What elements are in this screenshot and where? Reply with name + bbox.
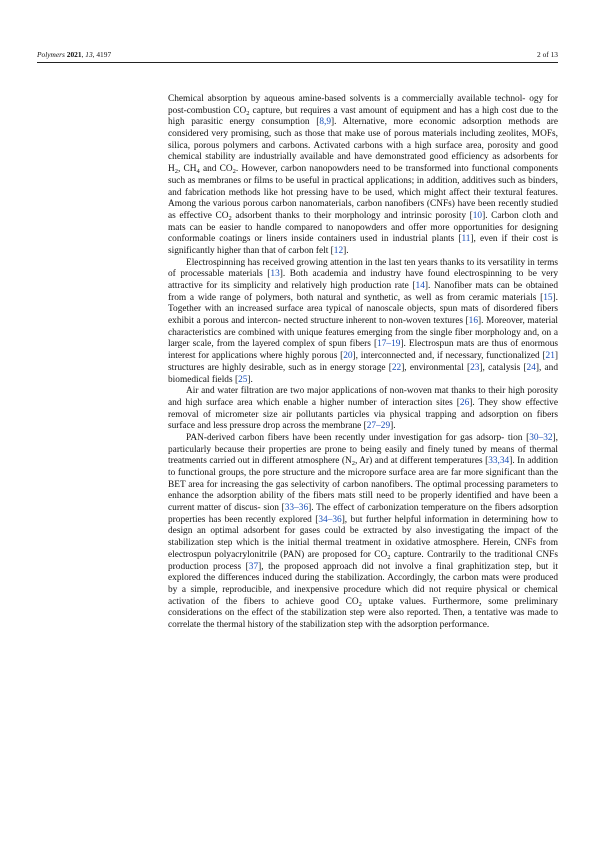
text-run: ]. Carbon cloth and mats can be easier to handle compared to nanopowders and offer more opportunities for designing conformable coatings or liners inside containers used in industrial plants [ bbox=[168, 210, 558, 245]
text-run: uptake values. Furthermore, some preliminary considerations on the effect of the stabilization step were also reported. Then, a tentative was made to correlate the thermal history of the stabilization step with the adsorption performance. bbox=[168, 596, 558, 630]
subscript: 2 bbox=[174, 168, 178, 176]
text-run: . However, carbon nanopowders need to be transformed into functional components such as membranes or films to be useful in practical applications; in addition, additives such as binders, and fabrication methods like hot pressing have to be used, which might affect their textural features. Among the various porous carbon nanomaterials, carbon nanofibers (CNFs) have been recently studied as effective CO bbox=[168, 164, 558, 221]
text-run: ], and biomedical fields [ bbox=[168, 362, 559, 385]
citation-link[interactable]: 17–19 bbox=[377, 339, 401, 350]
subscript: 2 bbox=[232, 168, 236, 176]
citation-link[interactable]: 14 bbox=[415, 281, 425, 291]
text-run: ]. Electrospun mats are thus of enormous interest for applications where highly porous [ bbox=[168, 339, 559, 362]
text-run: ]. They show effective removal of micrometer size air pollutants particles via physical trapping and adsorption on fibers surface and less pressure drop across the membrane [ bbox=[168, 397, 558, 432]
citation-link[interactable]: 33,34 bbox=[488, 456, 510, 467]
citation-link[interactable]: 25 bbox=[238, 374, 248, 385]
citation-link[interactable]: 13 bbox=[270, 269, 280, 280]
citation-link[interactable]: 21 bbox=[545, 351, 555, 362]
paragraph-1 bbox=[168, 94, 558, 258]
text-run: ], even if their cost is significantly higher than that of carbon felt [ bbox=[168, 234, 558, 256]
text-run: , Ar) and at different temperatures [ bbox=[355, 456, 489, 467]
citation-link[interactable]: 27–29 bbox=[366, 421, 391, 432]
journal-citation: Polymers 2021, 13, 4197 bbox=[37, 50, 112, 59]
subscript: 4 bbox=[196, 168, 200, 176]
text-run: ]. Alternative, more economic adsorption methods are considered very promising, such as those that make use of porous materials including zeolites, MOFs, silica, porous polymers and carbons. Activated carbons with a high surface area, porosity and good chemical stability are industrially available and have demonstrated good efficiency as adsorbents for H bbox=[168, 117, 558, 175]
paragraph-2 bbox=[168, 258, 558, 387]
citation-link[interactable]: 22 bbox=[391, 362, 402, 373]
text-run: ]. Moreover, material characteristics are combined with unique features emerging from the single fiber morphology and, on a larger scale, from the layered complex of spun fibers [ bbox=[168, 316, 559, 350]
text-run: ], environmental [ bbox=[401, 362, 471, 373]
citation-link[interactable]: 37 bbox=[248, 561, 259, 572]
citation-link[interactable]: 8,9 bbox=[319, 117, 332, 128]
journal-year: 2021 bbox=[66, 50, 82, 59]
subscript: 2 bbox=[358, 600, 362, 608]
text-run: ], but further helpful information in determining how to design an optimal adsorbent for gases could be extracted by also investigating the impact of the stabilization step which is the initial thermal treatment in oxidative atmosphere. Herein, CNFs from electrospun polyacrylonitrile (PAN) are proposed for CO bbox=[168, 514, 559, 560]
journal-volume: 13 bbox=[85, 50, 93, 59]
text-run: ]. Together with an increased surface area typical of nanoscale objects, spun mats of disordered fibers exhibit a porous and intercon- nected structure inherent to non-woven textures [ bbox=[168, 292, 558, 327]
citation-link[interactable]: 33–36 bbox=[284, 503, 309, 514]
article-number: 4197 bbox=[96, 50, 112, 59]
citation-link[interactable]: 20 bbox=[343, 351, 353, 362]
text-run: ], catalysis [ bbox=[479, 362, 527, 373]
text-run: ], interconnected and, if necessary, functionalized [ bbox=[352, 351, 546, 362]
page-number: 2 of 13 bbox=[537, 50, 558, 59]
citation-link[interactable]: 24 bbox=[526, 362, 536, 373]
citation-link[interactable]: 26 bbox=[459, 397, 470, 408]
paragraph-4 bbox=[168, 433, 558, 632]
paragraph-3 bbox=[168, 386, 558, 433]
running-header bbox=[37, 50, 558, 59]
text-run: ], the proposed approach did not involve a final graphitization step, but it explored the differences induced during the stabilization. Accordingly, the carbon mats were produced by a simple, reproducible, and inexpensive procedure which did not require physical or chemical activation of the fibers to achieve good CO bbox=[168, 561, 558, 607]
text-run: ]. bbox=[390, 421, 396, 432]
citation-link[interactable]: 12 bbox=[333, 245, 344, 256]
text-run: Air and water filtration are two major applications of non-woven mat thanks to their high porosity and high surface area which enable a higher number of interaction sites [ bbox=[168, 386, 558, 408]
text-run: ]. Nanofiber mats can be obtained from a wide range of polymers, both natural and synthetic, as well as from ceramic materials [ bbox=[168, 281, 558, 303]
text-run: ] structures are highly desirable, such as in energy storage [ bbox=[168, 351, 558, 373]
citation-link[interactable]: 16 bbox=[468, 316, 479, 327]
citation-link[interactable]: 23 bbox=[470, 362, 480, 373]
subscript: 2 bbox=[387, 553, 391, 561]
citation-link[interactable]: 10 bbox=[472, 210, 483, 221]
citation-link[interactable]: 15 bbox=[543, 292, 553, 303]
citation-link[interactable]: 30–32 bbox=[529, 432, 553, 443]
text-run: ]. bbox=[247, 374, 253, 385]
header-rule bbox=[37, 62, 558, 63]
subscript: 2 bbox=[228, 214, 232, 222]
text-run: and CO bbox=[199, 164, 233, 175]
text-run: adsorbent thanks to their morphology and intrinsic porosity [ bbox=[231, 210, 473, 221]
text-run: ], particularly because their properties are prone to being easily and finely tuned by means of thermal treatments carried out in different atmosphere (N bbox=[168, 432, 558, 467]
journal-name: Polymers bbox=[37, 50, 65, 59]
text-run: capture. Contrarily to the traditional CNFs production process [ bbox=[168, 549, 558, 572]
text-run: ]. The effect of carbonization temperature on the fibers adsorption properties has been recently explored [ bbox=[168, 503, 558, 525]
text-run: ]. Both academia and industry have found electrospinning to be very attractive for its simplicity and relatively high production rate [ bbox=[168, 269, 558, 291]
citation-link[interactable]: 34–36 bbox=[318, 514, 342, 525]
text-run: Electrospinning has received growing attention in the last ten years thanks to its versatility in terms of processable materials [ bbox=[168, 257, 558, 280]
main-body-text bbox=[168, 94, 558, 632]
citation-link[interactable]: 11 bbox=[461, 234, 471, 245]
text-run: Chemical absorption by aqueous amine-based solvents is a commercially available technol- ogy for post-combustion CO bbox=[168, 94, 558, 116]
text-run: ]. bbox=[343, 245, 349, 256]
text-run: , CH bbox=[178, 164, 197, 175]
text-run: capture, but requires a vast amount of equipment and has a high cost due to the high parasitic energy consumption [ bbox=[168, 105, 559, 128]
text-run: PAN-derived carbon fibers have been recently under investigation for gas adsorp- tion [ bbox=[186, 432, 530, 443]
subscript: 2 bbox=[246, 109, 250, 117]
subscript: 2 bbox=[351, 460, 356, 468]
text-run: ]. In addition to functional groups, the pore structure and the micropore surface area are far more significant than the BET area for increasing the gas selectivity of carbon nanofibers. The optimal processing parameters to enhance the adsorption ability of the fibers mats still need to be properly identified and have been a current matter of discus- sion [ bbox=[168, 456, 558, 514]
